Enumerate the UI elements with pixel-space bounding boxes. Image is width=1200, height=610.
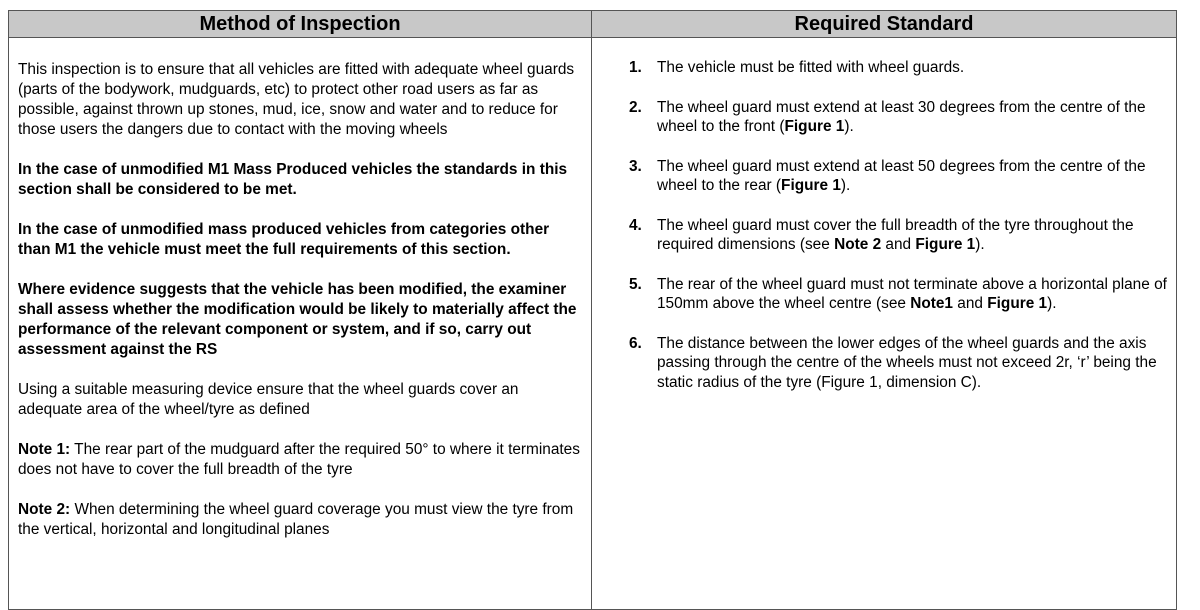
standard-number: 4. <box>629 216 642 234</box>
figure-ref: Figure 1 <box>987 295 1048 312</box>
method-column <box>9 11 592 609</box>
standard-text: The wheel guard must cover the full breadth of the tyre throughout the required dimensions (see Note 2 and Figure 1). <box>657 216 1134 253</box>
note-1 <box>18 440 583 480</box>
standard-column <box>592 11 1176 609</box>
standard-item-1 <box>629 58 1176 78</box>
note-2-text: When determining the wheel guard coverage you must view the tyre from the vertical, horizontal and longitudinal planes <box>18 501 574 538</box>
figure-ref: Figure 1 <box>781 177 841 194</box>
standard-number: 5. <box>629 275 642 293</box>
note-ref: Note1 <box>910 295 953 312</box>
note-2 <box>18 500 583 540</box>
method-header: Method of Inspection <box>9 11 591 38</box>
standard-number: 6. <box>629 334 642 352</box>
standard-item-2 <box>629 98 1176 137</box>
standard-body <box>592 38 1176 392</box>
measuring-paragraph: Using a suitable measuring device ensure that the wheel guards cover an adequate area of the wheel/tyre as defined <box>18 381 519 418</box>
note-ref: Note 2 <box>834 236 882 253</box>
standard-item-5 <box>629 275 1176 314</box>
standard-text: The rear of the wheel guard must not terminate above a horizontal plane of 150mm above the wheel centre (see Note1 and Figure 1). <box>657 275 1167 312</box>
standard-number: 2. <box>629 98 642 116</box>
standard-text: The wheel guard must extend at least 50 degrees from the centre of the wheel to the rear (Figure 1). <box>657 157 1146 194</box>
note-1-text: The rear part of the mudguard after the required 50° to where it terminates does not have to cover the full breadth of the tyre <box>18 441 580 478</box>
note-1-label: Note 1: <box>18 441 71 458</box>
intro-paragraph: This inspection is to ensure that all vehicles are fitted with adequate wheel guards (parts of the bodywork, mudguards, etc) to protect other road users as far as possible, against thrown up stones, mud, ice, snow and water and to reduce for those users the dangers due to contact with the moving wheels <box>18 61 575 138</box>
standard-text: The vehicle must be fitted with wheel guards. <box>657 59 965 76</box>
m1-unmodified-paragraph: In the case of unmodified M1 Mass Produced vehicles the standards in this section shall be considered to be met. <box>18 161 568 198</box>
standard-header: Required Standard <box>592 11 1176 38</box>
standard-number: 1. <box>629 59 642 76</box>
standard-number: 3. <box>629 157 642 175</box>
standards-list <box>629 58 1176 392</box>
note-2-label: Note 2: <box>18 501 71 518</box>
figure-ref: Figure 1 <box>915 236 976 253</box>
figure-ref: Figure 1 <box>784 118 845 135</box>
other-categories-paragraph: In the case of unmodified mass produced vehicles from categories other than M1 the vehicle must meet the full requirements of this section. <box>18 221 550 258</box>
modification-paragraph: Where evidence suggests that the vehicle has been modified, the examiner shall assess whether the modification would be likely to materially affect the performance of the relevant component or system, and if so, carry out assessment against the RS <box>18 281 577 358</box>
standard-item-4 <box>629 216 1176 255</box>
inspection-table <box>8 10 1177 610</box>
standard-text: The distance between the lower edges of the wheel guards and the axis passing through the centre of the wheels must not exceed 2r, ‘r’ being the static radius of the tyre (Figure 1, dimension C). <box>657 334 1157 391</box>
standard-item-6 <box>629 334 1176 393</box>
standard-text: The wheel guard must extend at least 30 degrees from the centre of the wheel to the front (Figure 1). <box>657 98 1146 135</box>
method-body <box>9 38 591 540</box>
standard-item-3 <box>629 157 1176 196</box>
